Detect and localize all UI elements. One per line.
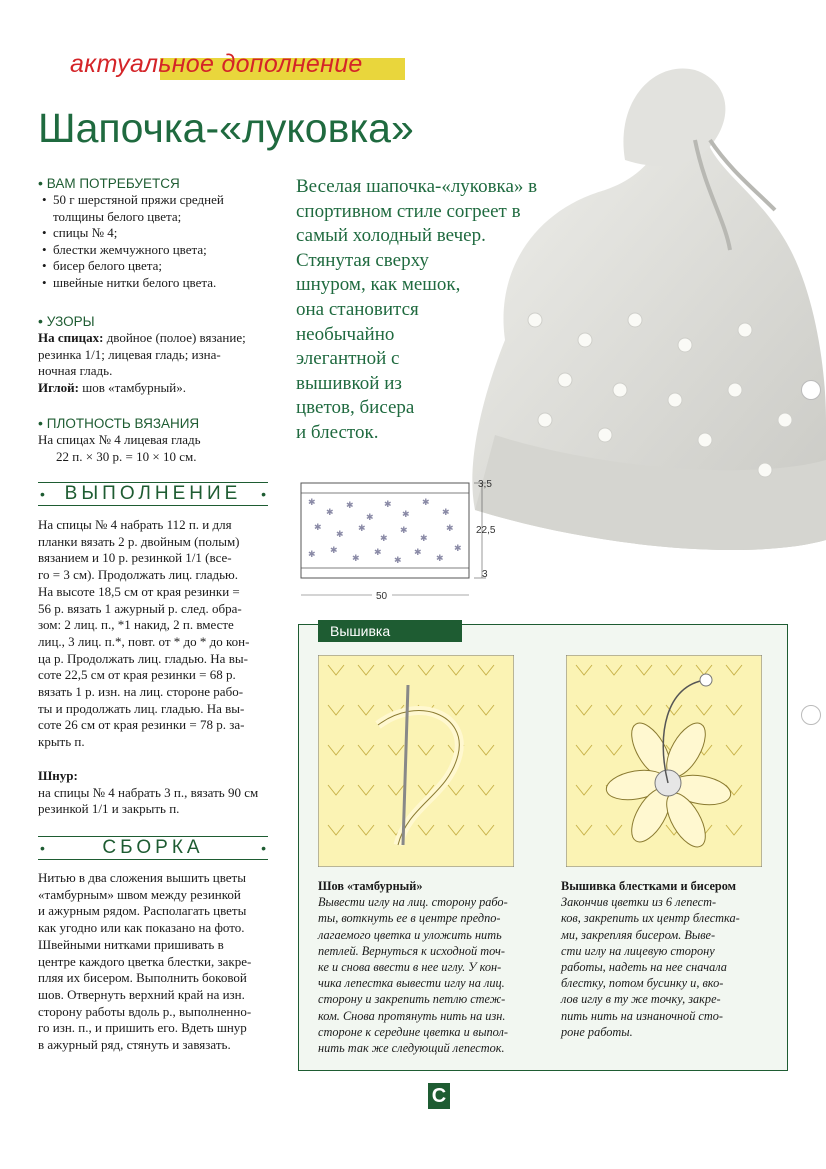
- svg-text:✱: ✱: [446, 524, 454, 534]
- materials-list: [42, 192, 272, 291]
- svg-text:✱: ✱: [400, 526, 408, 536]
- svg-text:✱: ✱: [454, 544, 462, 554]
- page-letter: C: [428, 1083, 450, 1109]
- binder-hole: [801, 380, 821, 400]
- patterns-heading: • УЗОРЫ: [38, 313, 95, 329]
- svg-text:✱: ✱: [346, 501, 354, 511]
- assembly-heading: • СБОРКА •: [40, 837, 266, 858]
- svg-text:✱: ✱: [366, 513, 374, 523]
- svg-text:✱: ✱: [422, 498, 430, 508]
- chain-stitch-caption: Шов «тамбурный» Вывести иглу на лиц. сторону рабо- ты, воткнуть ее в центре предпо- лагаемого цветка и уложить нить петлей. Вернуться к исходной точ- ке и снова ввести в нее иглу. У кон- чика лепестка вывести иглу на лиц. сторону и закрепить петлю стеж- ком. Снова протянуть нить на изн. стороне к середине цветка и выпол- нить так же следующий лепесток.: [318, 879, 508, 1056]
- sequin-bead-illustration: [566, 655, 762, 867]
- svg-text:✱: ✱: [358, 524, 366, 534]
- dim-bottom-label: 3: [482, 569, 488, 580]
- svg-text:✱: ✱: [442, 508, 450, 518]
- list-item: • спицы № 4;: [42, 225, 272, 242]
- list-item: • 50 г шерстяной пряжи средней толщины белого цвета;: [42, 192, 272, 225]
- binder-hole: [801, 705, 821, 725]
- svg-text:✱: ✱: [336, 530, 344, 540]
- svg-text:✱: ✱: [314, 523, 322, 533]
- svg-text:✱: ✱: [352, 554, 360, 564]
- lead-text: Веселая шапочка-«луковка» в спортивном стиле согреет в самый холодный вечер. Стянутая сверху шнуром, как мешок, она становится необычайно элегантной с вышивкой из цветов, бисера и блесток.: [296, 176, 538, 443]
- list-item: • швейные нитки белого цвета.: [42, 275, 272, 292]
- dim-width-label: 50: [376, 591, 388, 602]
- embroidery-tab: Вышивка: [318, 620, 462, 642]
- assembly-text: Нитью в два сложения вышить цветы «тамбурным» швом между резинкой и ажурным рядом. Располагать цветы как угодно или как показано на фото. Швейными нитками пришивать в центре каждого цветка блестки, закре- пляя их бисером. Выполнить боковой шов. Отвернуть верхний край на изн. сторону работы вдоль р., выполненно- го изн. п., и пришить его. Вдеть шнур в ажурный ряд, стянуть и завязать.: [38, 870, 252, 1053]
- svg-text:✱: ✱: [414, 548, 422, 558]
- svg-text:✱: ✱: [308, 498, 316, 508]
- svg-text:✱: ✱: [384, 500, 392, 510]
- execution-heading: • ВЫПОЛНЕНИЕ •: [40, 483, 266, 504]
- execution-text: На спицы № 4 набрать 112 п. и для планки вязать 2 р. двойным (полым) вязанием и 10 р. резинкой 1/1 (все- го = 3 см). Продолжать лиц. гладью. На высоте 18,5 см от края резинки = 56 р. вязать 1 ажурный р. след. обра- зом: 2 лиц. п., *1 накид, 2 п. вместе лиц., 3 лиц. п.*, повт. от * до * до кон- ца р. Продолжать лиц. гладью. На вы- соте 22,5 см от края резинки = 68 р. вязать 1 р. изн. на лиц. стороне рабо- ты и продолжать лиц. гладью. На вы- соте 26 см от края резинки = 78 р. за- крыть п.: [38, 517, 250, 750]
- section-kicker: актуальное дополнение: [70, 50, 363, 78]
- chain-stitch-illustration: [318, 655, 514, 867]
- dim-top-label: 3,5: [478, 479, 492, 490]
- svg-text:✱: ✱: [326, 508, 334, 518]
- dim-mid-label: 22,5: [476, 525, 496, 536]
- size-schematic: [296, 475, 506, 605]
- svg-text:✱: ✱: [374, 548, 382, 558]
- cord-text: Шнур: на спицы № 4 набрать 3 п., вязать 90 см резинкой 1/1 и закрыть п.: [38, 768, 259, 817]
- svg-text:✱: ✱: [402, 510, 410, 520]
- sequin-bead-caption: Вышивка блестками и бисером Закончив цветки из 6 лепест- ков, закрепить их центр блестка- ми, закрепляя бисером. Выве- сти иглу на лицевую сторону работы, надеть на нее сначала блестку, потом бусинку и, вко- лов иглу в ту же точку, закре- пить нить на изнаночной сто- роне работы.: [561, 879, 740, 1039]
- svg-text:✱: ✱: [308, 550, 316, 560]
- materials-heading: • ВАМ ПОТРЕБУЕТСЯ: [38, 175, 180, 191]
- svg-text:✱: ✱: [330, 546, 338, 556]
- svg-text:✱: ✱: [394, 556, 402, 566]
- gauge-heading: • ПЛОТНОСТЬ ВЯЗАНИЯ: [38, 415, 200, 431]
- patterns-text: На спицах: двойное (полое) вязание; резинка 1/1; лицевая гладь; изна- ночная гладь. Иглой: шов «тамбурный».: [38, 330, 246, 396]
- svg-text:✱: ✱: [436, 554, 444, 564]
- svg-text:✱: ✱: [420, 534, 428, 544]
- gauge-text: На спицах № 4 лицевая гладь 22 п. × 30 р. = 10 × 10 см.: [38, 432, 201, 464]
- list-item: • блестки жемчужного цвета;: [42, 242, 272, 259]
- list-item: • бисер белого цвета;: [42, 258, 272, 275]
- page-title: Шапочка-«луковка»: [38, 105, 414, 151]
- svg-text:✱: ✱: [380, 534, 388, 544]
